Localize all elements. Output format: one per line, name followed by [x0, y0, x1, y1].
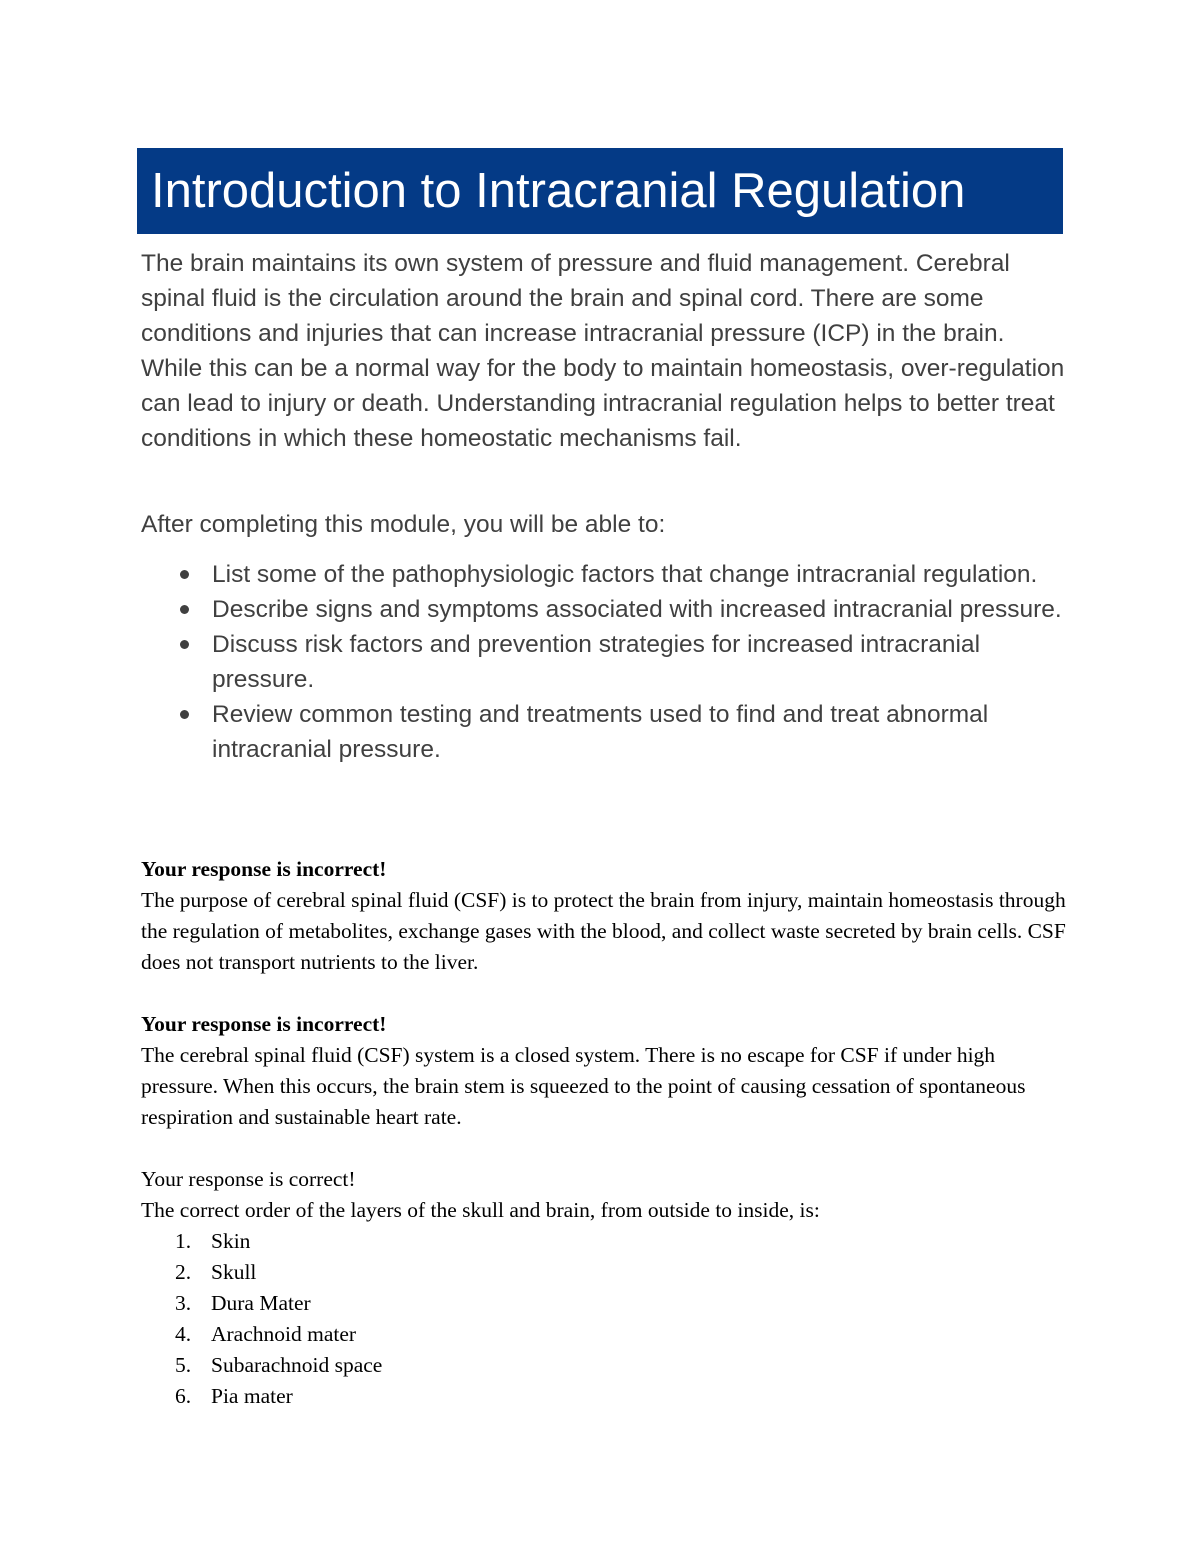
objective-item [141, 557, 1071, 592]
objective-item [141, 592, 1071, 627]
feedback-text: The cerebral spinal fluid (CSF) system is a closed system. There is no escape for CSF if under high pressure. When this occurs, the brain stem is squeezed to the point of causing cessation of spontaneous respiration and sustainable heart rate. [141, 1043, 1026, 1129]
bullet-icon [180, 710, 189, 719]
layer-label: Skull [211, 1260, 257, 1284]
layer-label: Pia mater [211, 1384, 293, 1408]
layer-number: 4. [175, 1322, 192, 1346]
objective-text: Review common testing and treatments used to find and treat abnormal intracranial pressure. [212, 701, 989, 763]
feedback-heading: Your response is incorrect! [141, 857, 387, 881]
objective-text: List some of the pathophysiologic factors that change intracranial regulation. [212, 561, 1038, 588]
objective-text: Describe signs and symptoms associated with increased intracranial pressure. [212, 596, 1062, 623]
layers-list [141, 1226, 382, 1412]
layer-item [141, 1257, 382, 1288]
objective-text: Discuss risk factors and prevention strategies for increased intracranial pressure. [212, 631, 981, 693]
bullet-icon [180, 570, 189, 579]
feedback-block-3 [141, 1164, 1071, 1226]
layer-item [141, 1319, 382, 1350]
layer-item [141, 1381, 382, 1412]
bullet-icon [180, 605, 189, 614]
layer-item [141, 1226, 382, 1257]
layer-number: 6. [175, 1384, 192, 1408]
layer-number: 3. [175, 1291, 192, 1315]
objectives-intro: After completing this module, you will be able to: [141, 511, 666, 538]
layer-label: Subarachnoid space [211, 1353, 383, 1377]
layer-label: Dura Mater [211, 1291, 311, 1315]
bullet-icon [180, 640, 189, 649]
objective-item [141, 627, 1071, 697]
layer-number: 1. [175, 1229, 192, 1253]
feedback-block-2 [141, 1009, 1071, 1133]
feedback-heading: Your response is correct! [141, 1167, 356, 1191]
layer-label: Skin [211, 1229, 251, 1253]
layer-item [141, 1288, 382, 1319]
feedback-block-1 [141, 854, 1071, 978]
objectives-list [141, 557, 1071, 767]
objective-item [141, 697, 1071, 767]
layer-number: 2. [175, 1260, 192, 1284]
layer-item [141, 1350, 382, 1381]
page-title: Introduction to Intracranial Regulation [151, 164, 966, 218]
layer-label: Arachnoid mater [211, 1322, 357, 1346]
title-banner [137, 148, 1063, 234]
intro-paragraph: The brain maintains its own system of pressure and fluid management. Cerebral spinal fluid is the circulation around the brain and spinal cord. There are some conditions and injuries that can increase intracranial pressure (ICP) in the brain. While this can be a normal way for the body to maintain homeostasis, over-regulation can lead to injury or death. Understanding intracranial regulation helps to better treat conditions in which these homeostatic mechanisms fail. [141, 250, 1065, 452]
layer-number: 5. [175, 1353, 192, 1377]
feedback-heading: Your response is incorrect! [141, 1012, 387, 1036]
feedback-text: The correct order of the layers of the skull and brain, from outside to inside, is: [141, 1198, 820, 1222]
feedback-text: The purpose of cerebral spinal fluid (CSF) is to protect the brain from injury, maintain homeostasis through the regulation of metabolites, exchange gases with the blood, and collect waste secreted by brain cells. CSF does not transport nutrients to the liver. [141, 888, 1066, 974]
